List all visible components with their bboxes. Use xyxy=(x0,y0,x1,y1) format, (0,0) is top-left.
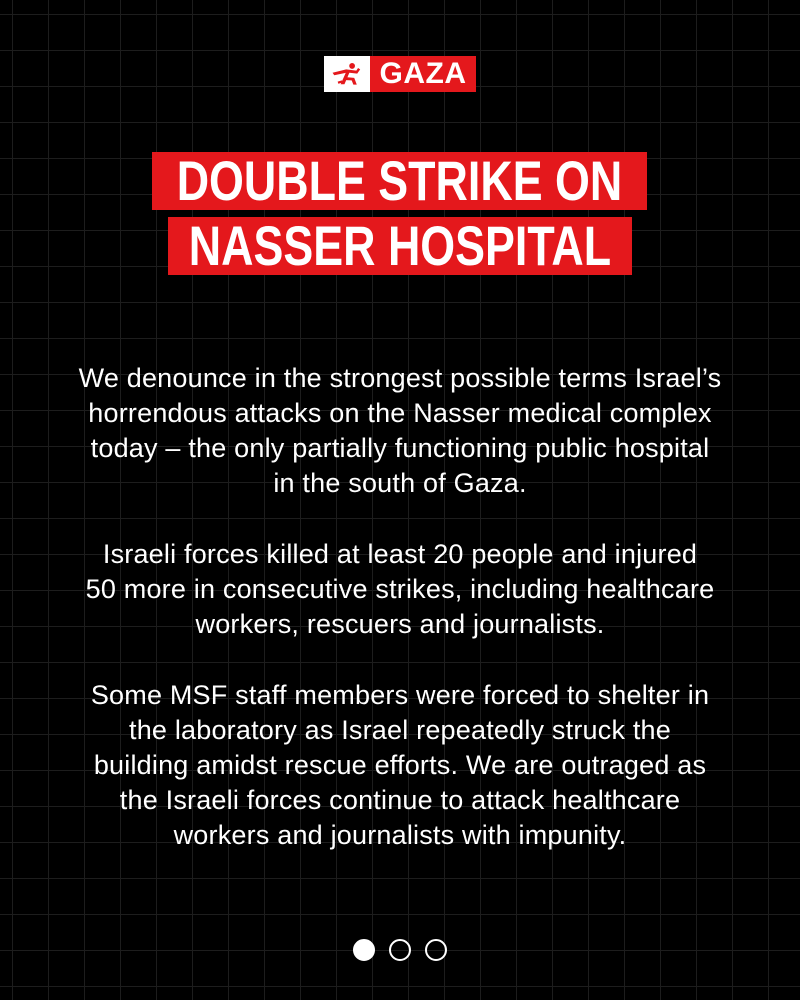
paragraph-line: horrendous attacks on the Nasser medical complex xyxy=(88,398,712,428)
msf-logo-icon xyxy=(324,56,370,92)
paragraph-line: Israeli forces killed at least 20 people and injured xyxy=(102,539,698,569)
headline-text-2: NASSER HOSPITAL xyxy=(188,214,612,277)
page-dot-2[interactable] xyxy=(389,939,411,961)
body-copy xyxy=(40,361,760,889)
paragraph-2 xyxy=(40,537,760,642)
headline-line-2 xyxy=(168,214,632,277)
paragraph-line: We denounce in the strongest possible terms Israel’s xyxy=(78,363,722,393)
page-dot-3[interactable] xyxy=(425,939,447,961)
carousel-pagination xyxy=(0,939,800,961)
location-badge xyxy=(324,56,476,92)
headline-text-1: DOUBLE STRIKE ON xyxy=(176,149,623,212)
paragraph-line: today – the only partially functioning public hospital xyxy=(90,433,710,463)
paragraph-line: 50 more in consecutive strikes, including healthcare xyxy=(85,574,715,604)
paragraph-line: the laboratory as Israel repeatedly struck the xyxy=(129,715,671,745)
location-label: GAZA xyxy=(370,56,476,92)
paragraph-line: in the south of Gaza. xyxy=(273,468,527,498)
paragraph-1 xyxy=(40,361,760,501)
paragraph-line: workers, rescuers and journalists. xyxy=(195,609,605,639)
paragraph-line: workers and journalists with impunity. xyxy=(173,820,627,850)
paragraph-3 xyxy=(40,678,760,853)
paragraph-line: the Israeli forces continue to attack healthcare xyxy=(119,785,681,815)
paragraph-line: Some MSF staff members were forced to shelter in xyxy=(90,680,710,710)
paragraph-line: building amidst rescue efforts. We are outraged as xyxy=(93,750,707,780)
page-dot-1[interactable] xyxy=(353,939,375,961)
headline-line-1 xyxy=(152,149,647,212)
